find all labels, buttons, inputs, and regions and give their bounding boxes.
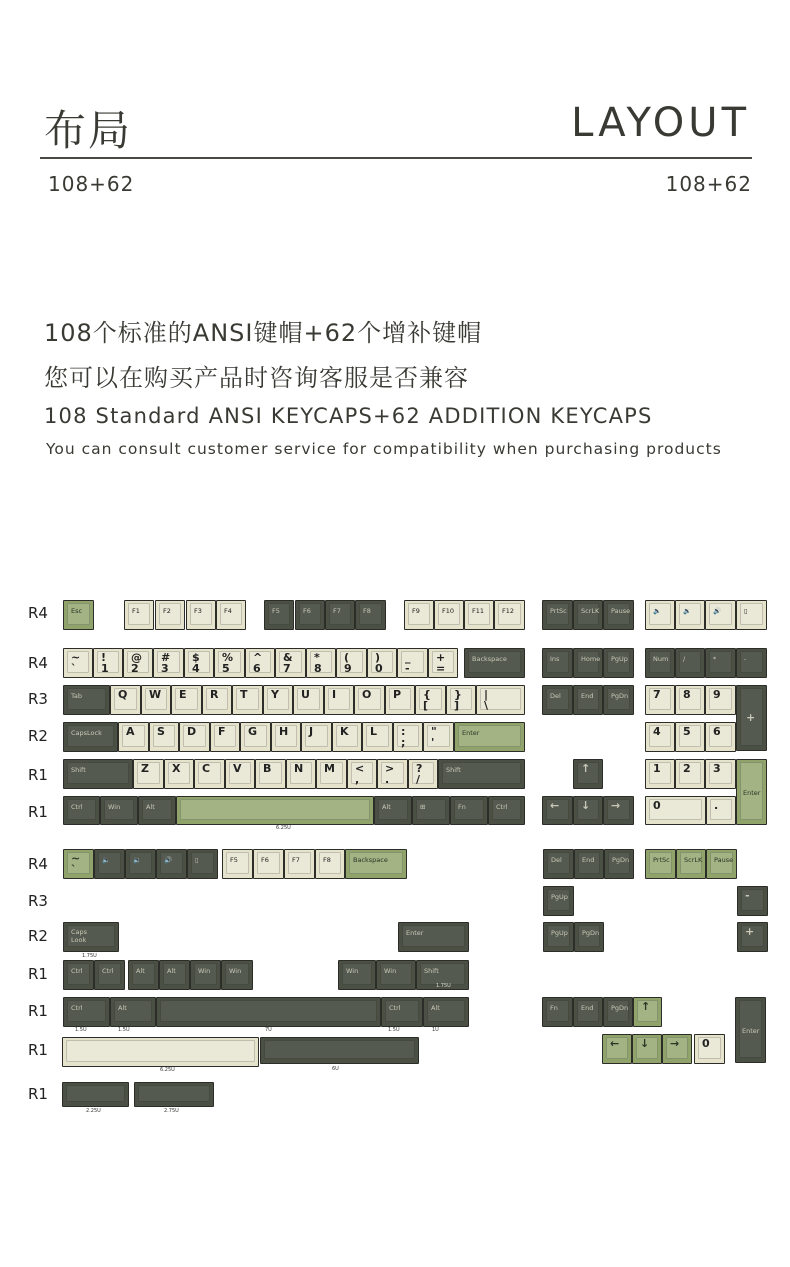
key-num-9: 9: [705, 685, 736, 715]
key-extra-pgup: PgUp: [543, 886, 574, 916]
key-extra-tilde: ~ `: [63, 849, 94, 879]
key-lalt: Alt: [138, 796, 176, 825]
row-label: R3: [28, 690, 48, 708]
key-extra-left: ←: [602, 1034, 632, 1064]
key-extra-capslook: Caps Look: [63, 922, 119, 952]
key-quote: " ': [423, 722, 454, 752]
key-r: R: [202, 685, 232, 715]
key-extra-num-plus: +: [737, 922, 768, 952]
key-extra-275u: [134, 1082, 214, 1107]
key-count-right: 108+62: [665, 172, 752, 196]
key-7: & 7: [275, 648, 306, 678]
key-extra-num-minus: -: [737, 886, 768, 916]
key-extra-win-1: Win: [190, 960, 221, 990]
key-extra-spacebar-6u: [260, 1037, 419, 1064]
key-0: ) 0: [367, 648, 397, 678]
row-label: R2: [28, 727, 48, 745]
size-label: 1.75U: [82, 953, 97, 959]
row-label: R4: [28, 604, 48, 622]
key-calc: [736, 600, 767, 630]
key-lshift: Shift: [63, 759, 133, 789]
key-extra-f5: F5: [222, 849, 253, 879]
key-z: Z: [133, 759, 164, 789]
key-home: Home: [573, 648, 603, 678]
size-label: 6U: [332, 1066, 339, 1072]
key-lbracket: { [: [415, 685, 446, 715]
key-fn: Fn: [450, 796, 488, 825]
calculator-icon: ▯: [744, 607, 748, 615]
key-numlock: Num: [645, 648, 675, 678]
key-extra-num-0: 0: [694, 1034, 725, 1064]
row-label: R2: [28, 927, 48, 945]
header-divider: [40, 157, 752, 159]
key-extra-num-enter: Enter: [735, 997, 766, 1063]
key-k: K: [332, 722, 362, 752]
key-extra-shift: Shift: [416, 960, 469, 990]
key-a: A: [118, 722, 149, 752]
key-extra-right: →: [662, 1034, 692, 1064]
key-enter: Enter: [454, 722, 525, 752]
key-pgdn: PgDn: [603, 685, 634, 715]
size-label: 7U: [265, 1027, 272, 1033]
key-extra-enter: Enter: [398, 922, 469, 952]
row-label: R4: [28, 855, 48, 873]
key-pgup: PgUp: [603, 648, 634, 678]
key-l: L: [362, 722, 393, 752]
key-extra-win-4: Win: [376, 960, 416, 990]
key-num-6: 6: [705, 722, 736, 752]
key-extra-vol-down: [125, 849, 156, 879]
key-scrlk: ScrLK: [573, 600, 603, 630]
key-extra-del: Del: [543, 849, 574, 879]
key-f: F: [210, 722, 240, 752]
key-extra-ctrl-3: Ctrl: [63, 997, 110, 1027]
page-title-en: LAYOUT: [571, 100, 750, 146]
key-extra-ctrl-1: Ctrl: [63, 960, 94, 990]
key-mute: [645, 600, 675, 630]
key-extra-backspace: Backspace: [345, 849, 407, 879]
key-num-plus: +: [736, 685, 767, 751]
key-pause: Pause: [603, 600, 634, 630]
size-label: 6.25U: [276, 825, 291, 831]
key-num-slash: /: [675, 648, 705, 678]
size-label: 1.5U: [75, 1027, 87, 1033]
row-label: R1: [28, 965, 48, 983]
key-extra-pause: Pause: [706, 849, 737, 879]
key-num-8: 8: [675, 685, 705, 715]
key-left: ←: [542, 796, 573, 825]
key-f11: F11: [464, 600, 494, 630]
key-m: M: [316, 759, 347, 789]
key-ralt: Alt: [374, 796, 412, 825]
key-e: E: [171, 685, 202, 715]
key-x: X: [164, 759, 194, 789]
key-ins: Ins: [542, 648, 573, 678]
key-t: T: [232, 685, 263, 715]
key-8: * 8: [306, 648, 336, 678]
key-esc: Esc: [63, 600, 94, 630]
key-c: C: [194, 759, 225, 789]
key-extra-alt-2: Alt: [159, 960, 190, 990]
row-label: R3: [28, 892, 48, 910]
size-label: 2.25U: [86, 1108, 101, 1114]
key-extra-alt-4: Alt: [423, 997, 469, 1027]
key-prtsc: PrtSc: [542, 600, 573, 630]
key-count-left: 108+62: [48, 172, 135, 196]
key-vol-up: [705, 600, 736, 630]
key-vol-down: [675, 600, 705, 630]
key-num-1: 1: [645, 759, 675, 789]
key-f6: F6: [295, 600, 325, 630]
key-extra-spacebar-625: [62, 1037, 259, 1067]
key-extra-end-2: End: [573, 997, 603, 1027]
key-extra-scrlk: ScrLK: [676, 849, 706, 879]
calculator-icon: ▯: [195, 856, 199, 864]
speaker-icon: 🔈: [102, 856, 111, 864]
key-i: I: [324, 685, 354, 715]
key-y: Y: [263, 685, 293, 715]
key-4: $ 4: [184, 648, 214, 678]
key-3: # 3: [153, 648, 184, 678]
speaker-icon: 🔊: [713, 607, 722, 615]
key-num-5: 5: [675, 722, 705, 752]
row-label: R1: [28, 1085, 48, 1103]
key-num-enter: Enter: [736, 759, 767, 825]
key-extra-pgdn-3: PgDn: [603, 997, 633, 1027]
key-extra-pgup-2: PgUp: [543, 922, 574, 952]
key-d: D: [179, 722, 210, 752]
key-up: ↑: [573, 759, 603, 789]
key-f4: F4: [216, 600, 246, 630]
key-minus: _ -: [397, 648, 428, 678]
key-right: →: [603, 796, 634, 825]
key-extra-vol-up: [156, 849, 187, 879]
key-f3: F3: [186, 600, 216, 630]
key-extra-f6: F6: [253, 849, 284, 879]
size-label: 1.75U: [436, 983, 451, 989]
size-label: 6.25U: [160, 1067, 175, 1073]
key-o: O: [354, 685, 385, 715]
key-f10: F10: [434, 600, 464, 630]
key-num-0: 0: [645, 796, 706, 825]
size-label: 1.5U: [388, 1027, 400, 1033]
key-p: P: [385, 685, 415, 715]
key-extra-spacebar-7u: [156, 997, 381, 1027]
key-v: V: [225, 759, 255, 789]
key-f5: F5: [264, 600, 294, 630]
key-extra-alt-3: Alt: [110, 997, 156, 1027]
key-b: B: [255, 759, 286, 789]
key-menu: ⊞: [412, 796, 450, 825]
key-extra-down: ↓: [632, 1034, 662, 1064]
page-title-cn: 布局: [44, 106, 133, 155]
key-num-4: 4: [645, 722, 675, 752]
key-tab: Tab: [63, 685, 110, 715]
key-lctrl: Ctrl: [63, 796, 100, 825]
speaker-icon: 🔊: [164, 856, 173, 864]
key-extra-pgdn: PgDn: [604, 849, 634, 879]
key-backslash: | \: [476, 685, 525, 715]
key-extra-f7: F7: [284, 849, 315, 879]
key-6: ^ 6: [245, 648, 275, 678]
size-label: 1U: [432, 1027, 439, 1033]
key-f7: F7: [325, 600, 355, 630]
key-extra-225u: [62, 1082, 129, 1107]
key-num-7: 7: [645, 685, 675, 715]
key-lwin: Win: [100, 796, 138, 825]
key-j: J: [301, 722, 332, 752]
key-down: ↓: [573, 796, 603, 825]
key-comma: < ,: [347, 759, 377, 789]
key-end: End: [573, 685, 603, 715]
key-num-3: 3: [705, 759, 736, 789]
row-label: R1: [28, 766, 48, 784]
key-extra-up: ↑: [633, 997, 662, 1027]
key-s: S: [149, 722, 179, 752]
key-backspace: Backspace: [464, 648, 525, 678]
key-u: U: [293, 685, 324, 715]
key-num-minus: -: [736, 648, 767, 678]
key-tilde: ~ `: [63, 648, 93, 678]
key-num-dot: .: [706, 796, 736, 825]
key-h: H: [271, 722, 301, 752]
speaker-icon: 🔉: [683, 607, 692, 615]
row-label: R1: [28, 1002, 48, 1020]
description-en-2: You can consult customer service for compatibility when purchasing products: [46, 440, 722, 458]
key-extra-alt-1: Alt: [128, 960, 159, 990]
key-2: @ 2: [123, 648, 153, 678]
key-f9: F9: [404, 600, 434, 630]
key-del: Del: [542, 685, 573, 715]
size-label: 1.5U: [118, 1027, 130, 1033]
key-rshift: Shift: [438, 759, 525, 789]
key-9: ( 9: [336, 648, 367, 678]
key-f8: F8: [355, 600, 386, 630]
key-num-2: 2: [675, 759, 705, 789]
key-extra-win-2: Win: [221, 960, 253, 990]
key-q: Q: [110, 685, 141, 715]
key-rbracket: } ]: [446, 685, 476, 715]
key-extra-end: End: [574, 849, 604, 879]
key-period: > .: [377, 759, 408, 789]
key-extra-pgdn-2: PgDn: [574, 922, 604, 952]
key-n: N: [286, 759, 316, 789]
key-extra-win-3: Win: [338, 960, 376, 990]
key-spacebar: [176, 796, 374, 825]
description-en-1: 108 Standard ANSI KEYCAPS+62 ADDITION KEYCAPS: [44, 404, 653, 428]
speaker-icon: 🔈: [653, 607, 662, 615]
key-f2: F2: [155, 600, 185, 630]
key-g: G: [240, 722, 271, 752]
key-extra-f8: F8: [315, 849, 345, 879]
key-extra-calc: [187, 849, 218, 879]
key-w: W: [141, 685, 171, 715]
key-f12: F12: [494, 600, 525, 630]
row-label: R4: [28, 654, 48, 672]
row-label: R1: [28, 1041, 48, 1059]
key-rctrl: Ctrl: [488, 796, 525, 825]
key-extra-fn: Fn: [542, 997, 573, 1027]
key-equal: + =: [428, 648, 458, 678]
key-f1: F1: [124, 600, 154, 630]
key-extra-ctrl-4: Ctrl: [381, 997, 423, 1027]
key-semicolon: : ;: [393, 722, 423, 752]
row-label: R1: [28, 803, 48, 821]
key-extra-prtsc: PrtSc: [645, 849, 676, 879]
size-label: 2.75U: [164, 1108, 179, 1114]
key-extra-ctrl-2: Ctrl: [94, 960, 125, 990]
key-1: ! 1: [93, 648, 123, 678]
description-cn-2: 您可以在购买产品时咨询客服是否兼容: [44, 364, 469, 392]
key-extra-mute: [94, 849, 125, 879]
key-5: % 5: [214, 648, 245, 678]
key-slash: ? /: [408, 759, 438, 789]
description-cn-1: 108个标准的ANSI键帽+62个增补键帽: [44, 319, 483, 347]
speaker-icon: 🔉: [133, 856, 142, 864]
key-capslock: CapsLock: [63, 722, 118, 752]
key-num-star: *: [705, 648, 736, 678]
